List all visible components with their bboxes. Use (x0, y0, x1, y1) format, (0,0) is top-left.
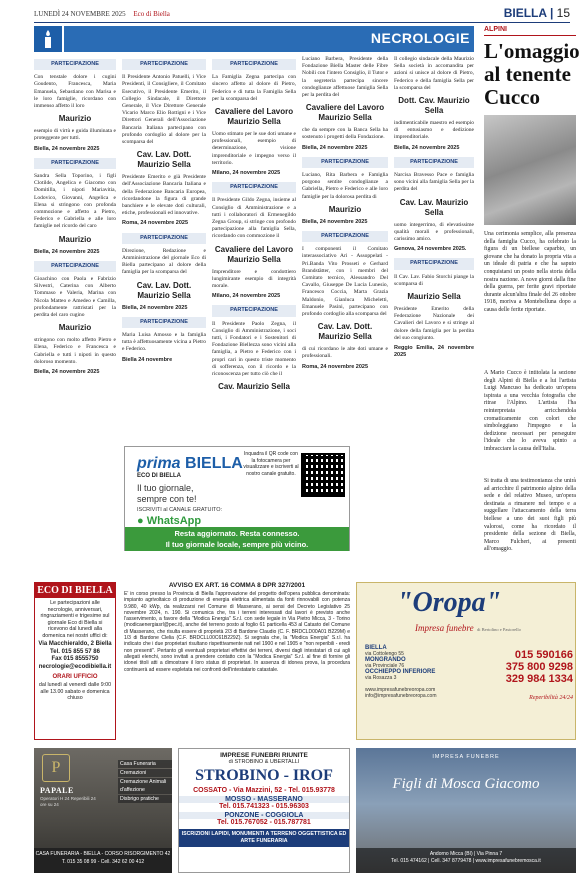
notice-text: La Famiglia Zegna partecipa con sincero affetto al dolore di Pietro, Federico e di tutta la Famiglia Sella per la scomparsa del (212, 74, 296, 102)
ad-mosca (356, 748, 576, 873)
promo-banner-line: Resta aggiornato. Resta connesso. (174, 529, 300, 538)
papale-address: CASA FUNERARIA - BIELLA - CORSO RISORGIMENTO 42 (35, 851, 171, 857)
partecipazione-label: PARTECIPAZIONE (122, 233, 206, 244)
mosca-contacts: Tel. 015 474162 | Cell. 347 8779478 | www.impresafunebremosca.it (391, 858, 541, 864)
article-alpini (484, 26, 580, 315)
logo-prima: prima (137, 455, 181, 472)
deceased-name: Dott. Cav. Maurizio Sella (398, 96, 470, 116)
notice-text: stringono con molto affetto Pietro e Elena, Federico e Francesca e Gabriella e tutti i nipoti in questo doloroso momento. (34, 337, 116, 365)
notice-text: Il Presidente Paolo Zegna, il Consiglio di Amministrazione, i soci tutti, i Fondatori e i Sostenitori di Fondazione Biellezza sono vicini alla famiglia, a Pietro e Federico con i propri cari in questo triste momento di sofferenza, con il ricordo e la riconoscenza per tutto ciò che il (212, 320, 296, 378)
strobino-phones: Tel. 015.767052 - 015.787781 (217, 819, 311, 826)
deceased-name: Maurizio Sella (407, 292, 461, 302)
mosca-header: IMPRESA FUNEBRE (432, 754, 500, 760)
article-headline: L'omaggio al tenente Cucco (484, 39, 580, 109)
promo-whatsapp-box (124, 446, 350, 551)
notice-text: Presidente Emerito della Federazione Nazionale dei Cavalieri del Lavoro e si stringe al dolore della famiglia per la perdita del suo congiunto. (394, 306, 474, 341)
article-kicker: ALPINI (484, 26, 576, 36)
notice-text: Maria Luisa Amosso e la famiglia tutta è affettuosamente vicina a Pietro e Federico. (122, 332, 206, 353)
notice-date: Biella, 24 novembre 2025 (302, 218, 368, 225)
notice-date: Biella, 24 novembre 2025 (34, 145, 100, 152)
strobino-footer: ISCRIZIONI LAPIDI, MONUMENTI A TERRENO OGGETTISTICA ED ARTE FUNERARIA (179, 829, 349, 847)
deceased-name: Maurizio (58, 234, 92, 244)
notice-date: Biella, 24 novembre 2025 (122, 304, 188, 311)
deceased-name: Cav. Lav. Dott. Maurizio Sella (136, 150, 192, 170)
ad-papale (34, 748, 172, 873)
notice-text: I componenti il Comitato interassociativo Ari - Assoppelati - Pri.Banda Vito Prosseti e Gerhard Brandstätter, con i membri del Comitato tecnico, Alessandro Del Cavallo, Giuseppe De Lucia Lunesio, Francesco Coccia, Marta Grazia Maldonio, Gianluca Micheletti, Emanuele Pasini, partecipano con profondo cordoglio alla scomparsa del (302, 246, 388, 318)
eco-hours: dal lunedì al venerdì dalle 9:00 alle 13.00 sabato e domenica chiuso (38, 682, 112, 701)
candle-icon (34, 26, 62, 52)
mosca-name: Figli di Mosca Giacomo (392, 776, 540, 792)
deceased-name: Cavaliere del Lavoro Maurizio Sella (214, 244, 294, 264)
strobino-title: IMPRESE FUNEBRI RIUNITE (220, 752, 308, 759)
deceased-name: Cav. Maurizio Sella (218, 382, 290, 392)
partecipazione-label: PARTECIPAZIONE (34, 158, 116, 169)
strobino-cossato: COSSATO - Via Mazzini, 52 - Tel. 015.93778 (193, 787, 335, 794)
strobino-city: MOSSO - MASSERANO (179, 796, 349, 803)
column-5 (394, 56, 474, 364)
header-paper: Eco di Biella (133, 10, 170, 18)
eco-fax: Fax 015 8555750 (51, 656, 99, 662)
partecipazione-label: PARTECIPAZIONE (212, 59, 296, 70)
column-2 (122, 56, 206, 369)
notice-date: Biella, 24 novembre 2025 (34, 369, 100, 376)
notice-text: Narcisa Bravesso Pace e famiglia sono vicini alla famiglia Sella per la perdita del (394, 172, 474, 193)
papale-services (118, 760, 172, 804)
mosca-address: Andorno Micca (BI) | Via Pinna 7 (429, 851, 503, 857)
promo-banner (125, 527, 349, 551)
section-name: BIELLA (503, 6, 547, 20)
ad-oropa (356, 582, 576, 740)
notice-date: Milano, 24 novembre 2025 (212, 293, 281, 300)
notice-text: Direzione, Redazione e Amministrazione del giornale Eco di Biella partecipano al dolore della famiglia per la scomparsa del (122, 247, 206, 276)
article-paragraph: Si tratta di una testimonianza che unirà ad arricchire il patrimonio alpino della sede e del relativo Museo, un'opera destinata a rimanere nel tempo e a suggellare l'attaccamento della terra biellese a uno dei suoi figli più valorosi, come ha ricordato il presidente della sezione di Biella, Marco Fulcheri, ai presenti all'omaggio. (484, 478, 576, 553)
notice-text: Il Cav. Lav. Fabio Storchi piange la scomparsa di (394, 273, 474, 287)
papale-service: Cremazioni (118, 769, 172, 777)
deceased-name: Maurizio (58, 323, 92, 333)
oropa-phone: 375 800 9298 (505, 661, 573, 673)
promo-subtitle: ECO DI BIELLA (137, 473, 182, 479)
notice-date: Biella 24 novembre (122, 356, 173, 363)
deceased-name: Cav. Lav. Dott. Maurizio Sella (136, 280, 192, 300)
column-4 (302, 56, 388, 376)
page-number: 15 (556, 6, 570, 20)
slogan-line: sempre con te! (137, 494, 197, 504)
papale-footer (34, 848, 172, 873)
oropa-web[interactable]: www.impresafunebreoropa.com (365, 687, 436, 693)
strobino-phones: Tel. 015.741323 - 015.96303 (219, 803, 309, 810)
strobino-subtitle: di STROBINO & UBERTALLI (228, 759, 300, 765)
notice-text: uomo integerrimo, di elevatissime qualità morali e professionali, carissimo amico. (394, 221, 474, 243)
partecipazione-label: PARTECIPAZIONE (34, 59, 116, 70)
eco-tel: Tel. 015 855 57 86 (50, 648, 100, 655)
notice-text: Luciano, Rita Barbera e Famiglia porgono sentite condoglianze a Gabriella, Pietro e Federico e alle loro famiglie per la dolorosa perdita di (302, 172, 388, 200)
partecipazione-label: PARTECIPAZIONE (34, 261, 116, 272)
eco-email[interactable]: necrologie@ecodibiella.it (38, 663, 112, 670)
qr-instructions: Inquadra il QR code con la fotocamera per visualizzare e iscriverti al nostro canale gratuito. (243, 451, 299, 477)
whatsapp-icon: ● (137, 515, 144, 527)
whatsapp-link[interactable] (137, 515, 201, 527)
oropa-address: via Cottolengo 55 (365, 651, 404, 657)
oropa-address: via Provinciale 76 (365, 663, 405, 669)
strobino-city: PONZONE - COGGIOLA (179, 812, 349, 819)
whatsapp-label: WhatsApp (146, 515, 202, 527)
promo-banner-line: Il tuo giornale locale, sempre più vicino. (165, 540, 309, 549)
oropa-city: MONGRANDO (365, 657, 406, 663)
notice-text: Con tenstale dolore i cugini Goudento, Francesca, Maria Emanuela, Sebastiano con Marisa e le loro famiglie, ricordano con immenso affetto il loro (34, 74, 116, 110)
papale-name: PAPALE (40, 786, 74, 795)
partecipazione-label: PARTECIPAZIONE (122, 317, 206, 328)
oropa-phone: 015 590166 (514, 649, 573, 661)
deceased-name: Cav. Lav. Dott. Maurizio Sella (317, 322, 373, 342)
deceased-name: Maurizio (328, 204, 362, 214)
header-rule (34, 22, 570, 23)
papale-phone: T. 015 35 08 99 - Cell. 342 62 00 412 (61, 859, 145, 865)
notice-text: di cui ricordano le alte doti umane e professionali. (302, 346, 388, 360)
strobino-logo: STROBINO - IROF (195, 767, 333, 784)
oropa-availability: Reperibilità 24/24 (529, 695, 573, 701)
eco-box-text: Le partecipazioni alle necrologie, anniversari, ringraziamenti e trigesime sul giornale Eco di Biella si ricevono dal lunedì alla domenica nei nostri uffici di: (40, 600, 110, 639)
oropa-email[interactable]: info@impresafunebreoropa.com (365, 693, 437, 699)
partecipazione-label: PARTECIPAZIONE (212, 182, 296, 193)
page-header (34, 10, 170, 18)
notice-date: Reggio Emilia, 24 novembre 2025 (394, 345, 474, 359)
deceased-name: Cavaliere del Lavoro Maurizio Sella (305, 103, 385, 123)
oropa-addresses (365, 645, 475, 699)
notice-date: Genova, 24 novembre 2025. (394, 246, 467, 253)
deceased-name: Cav. Lav. Maurizio Sella (399, 197, 469, 217)
article-paragraph: A Mario Cucco è intitolata la sezione degli Alpini di Biella e a lui l'artista Luigi Mancuso ha dedicato un'opera ispirata a una vecchia fotografia che ritrae l'Alpino. L'artista l'ha reinterpretata arricchendola cromaticamente con colori che simboleggiano l'impegno e la dedizione necessari per perseguire l'ideale che lo aveva spinto a imbracciare la causa dell'Italia. (484, 370, 576, 452)
header-date: LUNEDÌ 24 NOVEMBRE 2025 (34, 10, 126, 18)
oropa-phone: 329 984 1334 (505, 673, 573, 685)
deceased-name: Cavaliere del Lavoro Maurizio Sella (214, 107, 294, 127)
notice-date: Roma, 24 novembre 2025 (122, 220, 189, 227)
eco-address: Via Macchieraldo, 2 Biella (38, 641, 112, 647)
eco-contact-box (34, 582, 116, 740)
notice-date: Biella, 24 novembre 2025 (302, 144, 368, 151)
eco-box-title: ECO DI BIELLA (35, 583, 115, 598)
whatsapp-cta: ISCRIVITI al CANALE GRATUITO: (137, 507, 223, 513)
oropa-logo: "Oropa" (397, 587, 502, 618)
logo-biella: BIELLA (185, 455, 243, 472)
ad-strobino (178, 748, 350, 873)
promo-slogan (137, 483, 197, 505)
papale-logo: P (42, 754, 70, 782)
oropa-phones (479, 649, 573, 701)
notice-text: Il collegio sindacale della Maurizio Sella società in accomandita per azioni si unisce al dolore di Pietro, Federico e della famiglia Sella per la scomparsa del (394, 56, 474, 91)
notice-text: che da sempre con la Banca Sella ha sostenuto i progetti della Fondazione. (302, 127, 388, 141)
partecipazione-label: PARTECIPAZIONE (394, 258, 474, 269)
partecipazione-label: PARTECIPAZIONE (122, 59, 206, 70)
papale-service: Disbrigo pratiche (118, 795, 172, 803)
notice-text: Luciano Barbera, Presidente della Fondazione Biella Master delle Fibre Nobili con l'intero Consiglio, il Tutor e la segreteria partecipa sincere condoglianze affettuose famiglia Sella per la perdita del (302, 56, 388, 99)
legal-notice-title: AVVISO EX ART. 16 COMMA 8 DPR 327/2001 (168, 582, 306, 589)
notice-text: Uomo stimato per le sue doti umane e professionali, esempio di determinazione, visione imprenditoriale e impegno verso il territorio. (212, 131, 296, 166)
prima-biella-logo (137, 455, 243, 473)
eco-hours-title: ORARI UFFICIO (52, 674, 98, 680)
notice-text: Il Presidente Gildo Zegna, insieme al Consiglio di Amministrazione e a tutti i collaboratori di Ermenegildo Zegna Group, si stringe con profondo partecipazione alla famiglia Sella, ricordando con commozione il (212, 197, 296, 240)
notice-date: Milano, 24 novembre 2025 (212, 170, 281, 177)
mosca-footer (356, 848, 576, 873)
notice-date: Roma, 24 novembre 2025 (302, 363, 369, 370)
partecipazione-label: PARTECIPAZIONE (302, 157, 388, 168)
deceased-name: Maurizio (58, 114, 92, 124)
notice-date: Biella, 24 novembre 2025 (34, 248, 100, 255)
legal-notice (124, 582, 350, 740)
notice-text: Imprenditore e condottiero lungimirante esempio di integrità morale. (212, 268, 296, 290)
necrologie-title: NECROLOGIE (370, 30, 470, 46)
column-1 (34, 56, 116, 381)
oropa-subtitle: Impresa funebre (415, 623, 474, 633)
partecipazione-label: PARTECIPAZIONE (212, 305, 296, 316)
notice-text: indimenticabile maestro ed esempio di entusiasmo e dedizione imprenditoriale. (394, 120, 474, 141)
papale-service: Casa Funeraria (118, 760, 172, 768)
qr-code[interactable] (301, 453, 345, 497)
papale-service: Cremazione Animali d'affezione (118, 778, 172, 794)
oropa-address: via Rosazza 3 (365, 675, 397, 681)
notice-text: Il Presidente Antonio Patuelli, i Vice Presidenti, il Consigliere, il Comitato Esecutivo, il Presidente Emerito, il Collegio Sindacale, il Direttore Generale, il Vice Direttore Generale Vicario Marco Elio Rottigni e i Vice Direttori Generali dell'Associazione Bancaria Italiana partecipano con profondo cordoglio al dolore per la scomparsa del (122, 74, 206, 146)
papale-tagline: Operatori H 24 Reperibili 24 ore su 24 (40, 796, 96, 807)
oropa-city: BIELLA (365, 645, 387, 651)
notice-text: Presidente Emerito e già Presidente dell'Associazione Bancaria Italiana e della Federazione Bancaria Europea, ricordandone la figura di grande banchiere e le elevate doti culturali, etiche, professionali ed innovative. (122, 174, 206, 217)
notice-text: Sandra Sella Toporino, i figli Clotilde, Angelica e Giacomo con Domitilla, i nipoti Mariavitia, Lodovico, Giovanni, Angelica e Elena si stringono con profonda commozione e affetto a Pietro, Federico e Gabriella e alle loro famiglie nel ricordo del caro (34, 173, 116, 230)
legal-notice-body: E' in corso presso la Provincia di Biella l'approvazione del progetto dell'opera pubblica denominata: impianto agrivoltaico di produzione di energia elettrica alimentata da fonti rinnovabili con potenza 9.980, 40 kWp, da realizzarsi nel Comune di Masserano, ai sensi del Decreto Legislativo 25 novembre 2024, n. 190. Si comunica che, tra i terreni interessati dal lavori è previsto anche l'asservimento, a favore della "Modica Energia" S.r.l. con sede legale in Via Pietro Micca, 3 - Torino (modicaenergiasrl@pec.it), anche del terreno posto al foglio 61 particella 453 al Catasto del Comune di Masserano, che risulta essere di proprietà 2/3 di Bardone Claudio (C. F. BRDCLD00A01 B229M) e 1/3 di Bardone Clelia (C.F. BRDCLL00C61B229Z). Si segnala che, la "Modica Energia" S.r.l. ha indicato che i due proprietari risultano rispettivamente nati nel 1900 e nel 1905 e "non reperibili - eredi non presenti". Pertanto gli eventuali proprietari effettivi dei terreni, diversi dagli intestatari di cui agli allegati elenchi, sono invitati a prendere contatto con la "Modica Energia" S.r.l. al fine di fornire gli idonei titoli atti a dimostrare il loro status di proprietari. In assenza di idonea prova, la procedura continuerà ad essere espletata nei confronti dell'intestatario catastale. (124, 591, 350, 673)
partecipazione-label: PARTECIPAZIONE (394, 157, 474, 168)
necrologie-banner (64, 26, 474, 52)
oropa-city: OCCHIEPPO INFERIORE (365, 669, 436, 675)
article-paragraph: Una cerimonia semplice, alla presenza della famiglia Cucco, ha celebrato la figura di un biellese caparbio, un giovane che ha donato la propria vita a un ideale di patria e che ha saputo conquistarsi un posto nella storia della nostra nazione. A nove giorni dalla fine della guerra, per ferite gravi riportate durante alcun'altra finale del 26 ottobre 1918, moriva a Montebelluna dopo a causa delle ferite riportate. (484, 231, 576, 313)
oropa-owners: di Bertolino e Pastorello (477, 627, 521, 632)
slogan-line: Il tuo giornale, (137, 483, 194, 493)
partecipazione-label: PARTECIPAZIONE (302, 231, 388, 242)
column-3 (212, 56, 296, 396)
article-photo (484, 115, 576, 225)
notice-text: esempio di virtù e guida illuminata e proteggente per tutti. (34, 128, 116, 142)
notice-date: Biella, 24 novembre 2025 (394, 144, 460, 151)
header-section: BIELLA | 15 (503, 6, 570, 20)
notice-text: Gioachino con Paola e Fabrizio Silvestri, Caterina con Alberto Tommaso e Valeria, Marina con Nicola Matteo e Amedeo e Camilla, profondamente rattristati per la perdita del caro cugino (34, 276, 116, 319)
